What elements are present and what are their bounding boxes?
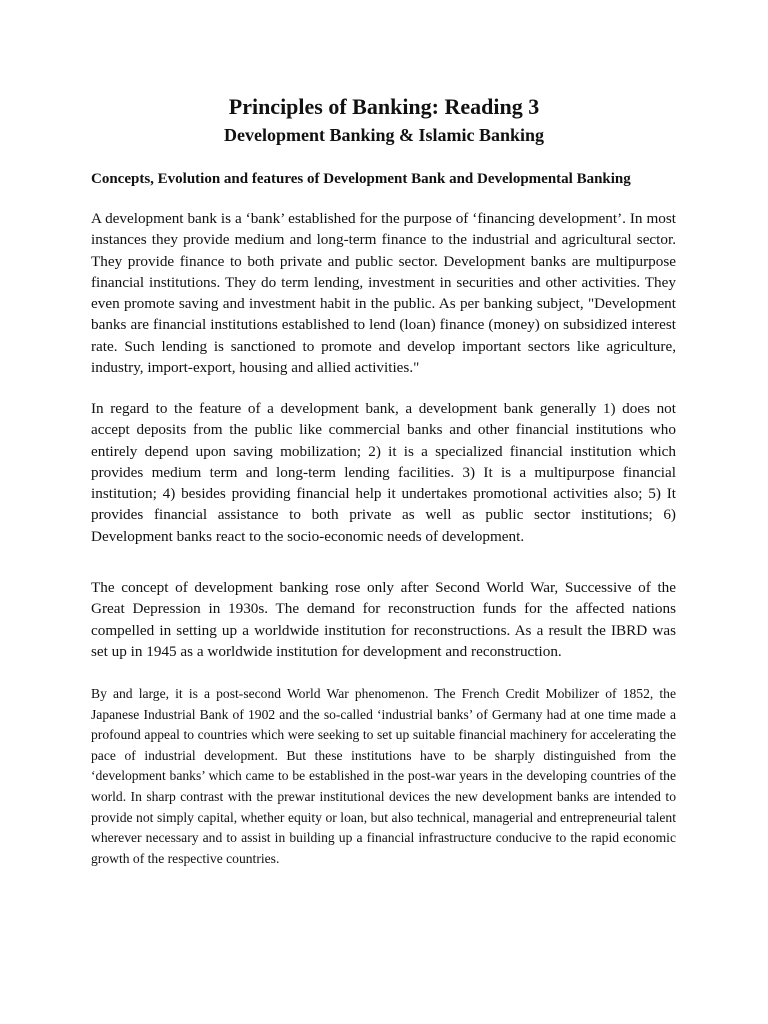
paragraph-post-war: By and large, it is a post-second World War phenomenon. The French Credit Mobilizer of 1852, the Japanese Industrial Bank of 1902 and the so-called ‘industrial banks’ of Germany had at one time made a profound appeal to countries which were seeking to set up suitable financial machinery for accelerating the pace of industrial development. But these institutions have to be sharply distinguished from the ‘development banks’ which came to be established in the post-war years in the developing countries of the world. In sharp contrast with the prewar institutional devices the new development banks are intended to provide not simply capital, whether equity or loan, but also technical, managerial and entrepreneurial talent wherever necessary and to assist in building up a financial infrastructure conducive to the rapid economic growth of the respective countries. bbox=[91, 686, 676, 866]
document-subtitle: Development Banking & Islamic Banking bbox=[223, 125, 545, 145]
paragraph-history: The concept of development banking rose only after Second World War, Successive of the Great Depression in 1930s. The demand for reconstruction funds for the affected nations compelled in setting up a worldwide institution for reconstructions. As a result the IBRD was set up in 1945 as a worldwide institution for development and reconstruction. bbox=[91, 579, 676, 660]
paragraph-definition: A development bank is a ‘bank’ established for the purpose of ‘financing development’. In most instances they provide medium and long-term finance to the industrial and agricultural sector. They provide finance to both private and public sector. Development banks are multipurpose financial institutions. They do term lending, investment in securities and other activities. They even promote saving and investment habit in the public. As per banking subject, "Development banks are financial institutions established to lend (loan) finance (money) on subsidized interest rate. Such lending is sanctioned to promote and develop important sectors like agriculture, industry, import-export, housing and allied activities." bbox=[91, 210, 676, 377]
paragraph-features: In regard to the feature of a development bank, a development bank generally 1) does not accept deposits from the public like commercial banks and other financial institutions who entirely depend upon saving mobilization; 2) it is a specialized financial institution which provides medium term and long-term lending facilities. 3) It is a multipurpose financial institution; 4) besides providing financial help it undertakes promotional activities also; 5) It provides financial assistance to both private as well as public sector institutions; 6) Development banks react to the socio-economic needs of development. bbox=[91, 400, 676, 545]
document-title: Principles of Banking: Reading 3 bbox=[228, 94, 540, 119]
section-heading: Concepts, Evolution and features of Development Bank and Developmental Banking bbox=[91, 171, 631, 187]
